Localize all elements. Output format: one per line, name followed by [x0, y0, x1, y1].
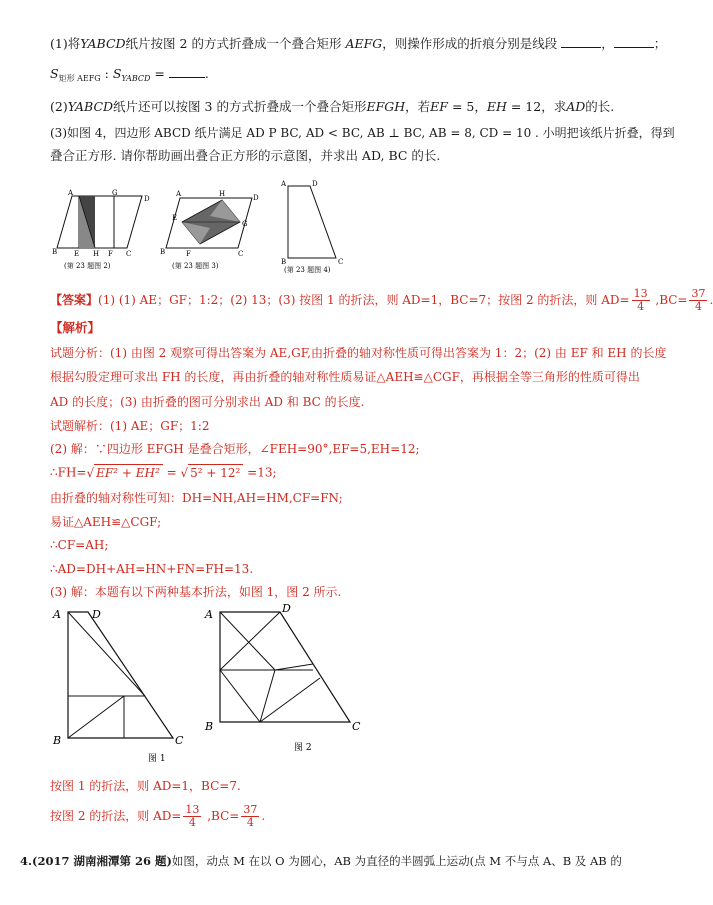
figure-2 — [52, 186, 152, 270]
fraction: $\frac{13}{4}$ — [633, 287, 648, 313]
figure-3-caption: (第 23 题图 3) — [172, 262, 219, 270]
answer-blank — [561, 37, 601, 48]
fraction: $\frac{37}{4}$ — [691, 287, 706, 313]
label-A: A — [281, 180, 287, 188]
label-C: C — [338, 258, 344, 266]
fraction: $\frac{37}{4}$ — [243, 803, 258, 829]
answer-blank — [614, 37, 654, 48]
label-B: B — [281, 258, 287, 266]
label-C: C — [352, 720, 361, 733]
square-root: √ 5² + 12² — [180, 464, 243, 481]
label-E: E — [172, 214, 178, 222]
figure-3 — [160, 186, 260, 270]
question-3-line-2: 叠合正方形. 请你帮助画出叠合正方形的示意图，并求出 AD, BC 的长. — [50, 148, 441, 163]
label-C: C — [126, 250, 132, 258]
label-B: B — [53, 734, 62, 747]
solution-2: (2) 解：∵四边形 EFGH 是叠合矩形，∠FEH=90°,EF=5,EH=12; — [50, 442, 420, 456]
label-F: F — [186, 250, 191, 258]
fold-figure-2-caption: 图 2 — [294, 743, 312, 753]
fold-figure-1-caption: 图 1 — [148, 754, 166, 764]
question-3-line-1: (3)如图 4，四边形 ABCD 纸片满足 AD P BC, AD < BC, AB ⊥ BC, AB = 8, CD = 10 . 小明把该纸片折叠，得到 — [50, 126, 675, 140]
label-H: H — [219, 190, 226, 198]
figure-4 — [278, 178, 356, 274]
analysis-label: 【解析】 — [50, 320, 101, 335]
label-G: G — [112, 189, 118, 197]
solution-6: ∴CF=AH; — [50, 538, 109, 552]
figure-4-caption: (第 23 题图 4) — [284, 266, 331, 274]
analysis-p3: AD 的长度；(3) 由折叠的图可分别求出 AD 和 BC 的长度. — [50, 395, 365, 409]
label-A: A — [176, 190, 182, 198]
solution-8: (3) 解：本题有以下两种基本折法，如图 1，图 2 所示. — [50, 585, 342, 599]
solution-3: ∴FH=√ EF² + EH² = √ 5² + 12² =13; — [50, 465, 277, 480]
square-root: √ EF² + EH² — [86, 464, 162, 481]
next-problem: 4.(2017 湖南湘潭第 26 题)如图，动点 M 在以 O 为圆心，AB 为直径的半圆弧上运动(点 M 不与点 A、B 及 AB 的 — [20, 854, 622, 868]
solution-1: 试题解析：(1) AE；GF；1:2 — [50, 419, 210, 433]
label-G: G — [242, 220, 248, 228]
label-A: A — [68, 189, 74, 197]
label-C: C — [175, 734, 184, 747]
question-1: (1)将YABCD纸片按图 2 的方式折叠成一个叠合矩形 AEFG，则操作形成的折痕分别是线段 ， ； — [50, 36, 667, 51]
fold-figure-1 — [48, 604, 198, 766]
solution-7: ∴AD=DH+AH=HN+FN=FH=13. — [50, 562, 254, 576]
label-F: F — [108, 250, 113, 258]
label-D: D — [282, 602, 291, 615]
result-2: 按图 2 的折法，则 AD= $\frac{13}{4}$ ,BC= $\frac{37}{4}$ . — [50, 803, 266, 829]
label-B: B — [52, 248, 58, 256]
question-1-ratio: $S_{矩形 AEFG}$ : $S_{YABCD}$ = . — [50, 66, 209, 83]
label-A: A — [53, 608, 61, 621]
answer: 【答案】(1) (1) AE；GF；1:2；(2) 13；(3) 按图 1 的折法，则 AD=1，BC=7；按图 2 的折法，则 AD= $\frac{13}{4}$ ,BC= $\frac{37}{4}$ . — [50, 287, 713, 313]
label-B: B — [160, 248, 166, 256]
label-B: B — [205, 720, 214, 733]
solution-5: 易证△AEH≌△CGF; — [50, 515, 162, 529]
analysis-p2: 根据勾股定理可求出 FH 的长度，再由折叠的轴对称性质易证△AEH≌△CGF，再根据全等三角形的性质可得出 — [50, 370, 640, 384]
label-C: C — [238, 250, 244, 258]
answer-blank — [169, 67, 205, 78]
label-D: D — [253, 194, 259, 202]
result-1: 按图 1 的折法，则 AD=1，BC=7. — [50, 779, 241, 793]
label-D: D — [144, 195, 150, 203]
figure-2-caption: (第 23 题图 2) — [64, 262, 111, 270]
fraction: $\frac{13}{4}$ — [185, 803, 200, 829]
label-H: H — [93, 250, 100, 258]
fold-figure-2 — [200, 598, 380, 762]
label-D: D — [312, 180, 318, 188]
solution-4: 由折叠的轴对称性可知：DH=NH,AH=HM,CF=FN; — [50, 491, 343, 505]
analysis-p1: 试题分析：(1) 由图 2 观察可得出答案为 AE,GF,由折叠的轴对称性质可得出答案为 1：2；(2) 由 EF 和 EH 的长度 — [50, 346, 667, 360]
label-A: A — [205, 608, 213, 621]
question-2: (2)YABCD纸片还可以按图 3 的方式折叠成一个叠合矩形EFGH，若EF = 5，EH = 12，求AD的长. — [50, 99, 615, 114]
label-E: E — [74, 250, 80, 258]
label-D: D — [92, 608, 101, 621]
